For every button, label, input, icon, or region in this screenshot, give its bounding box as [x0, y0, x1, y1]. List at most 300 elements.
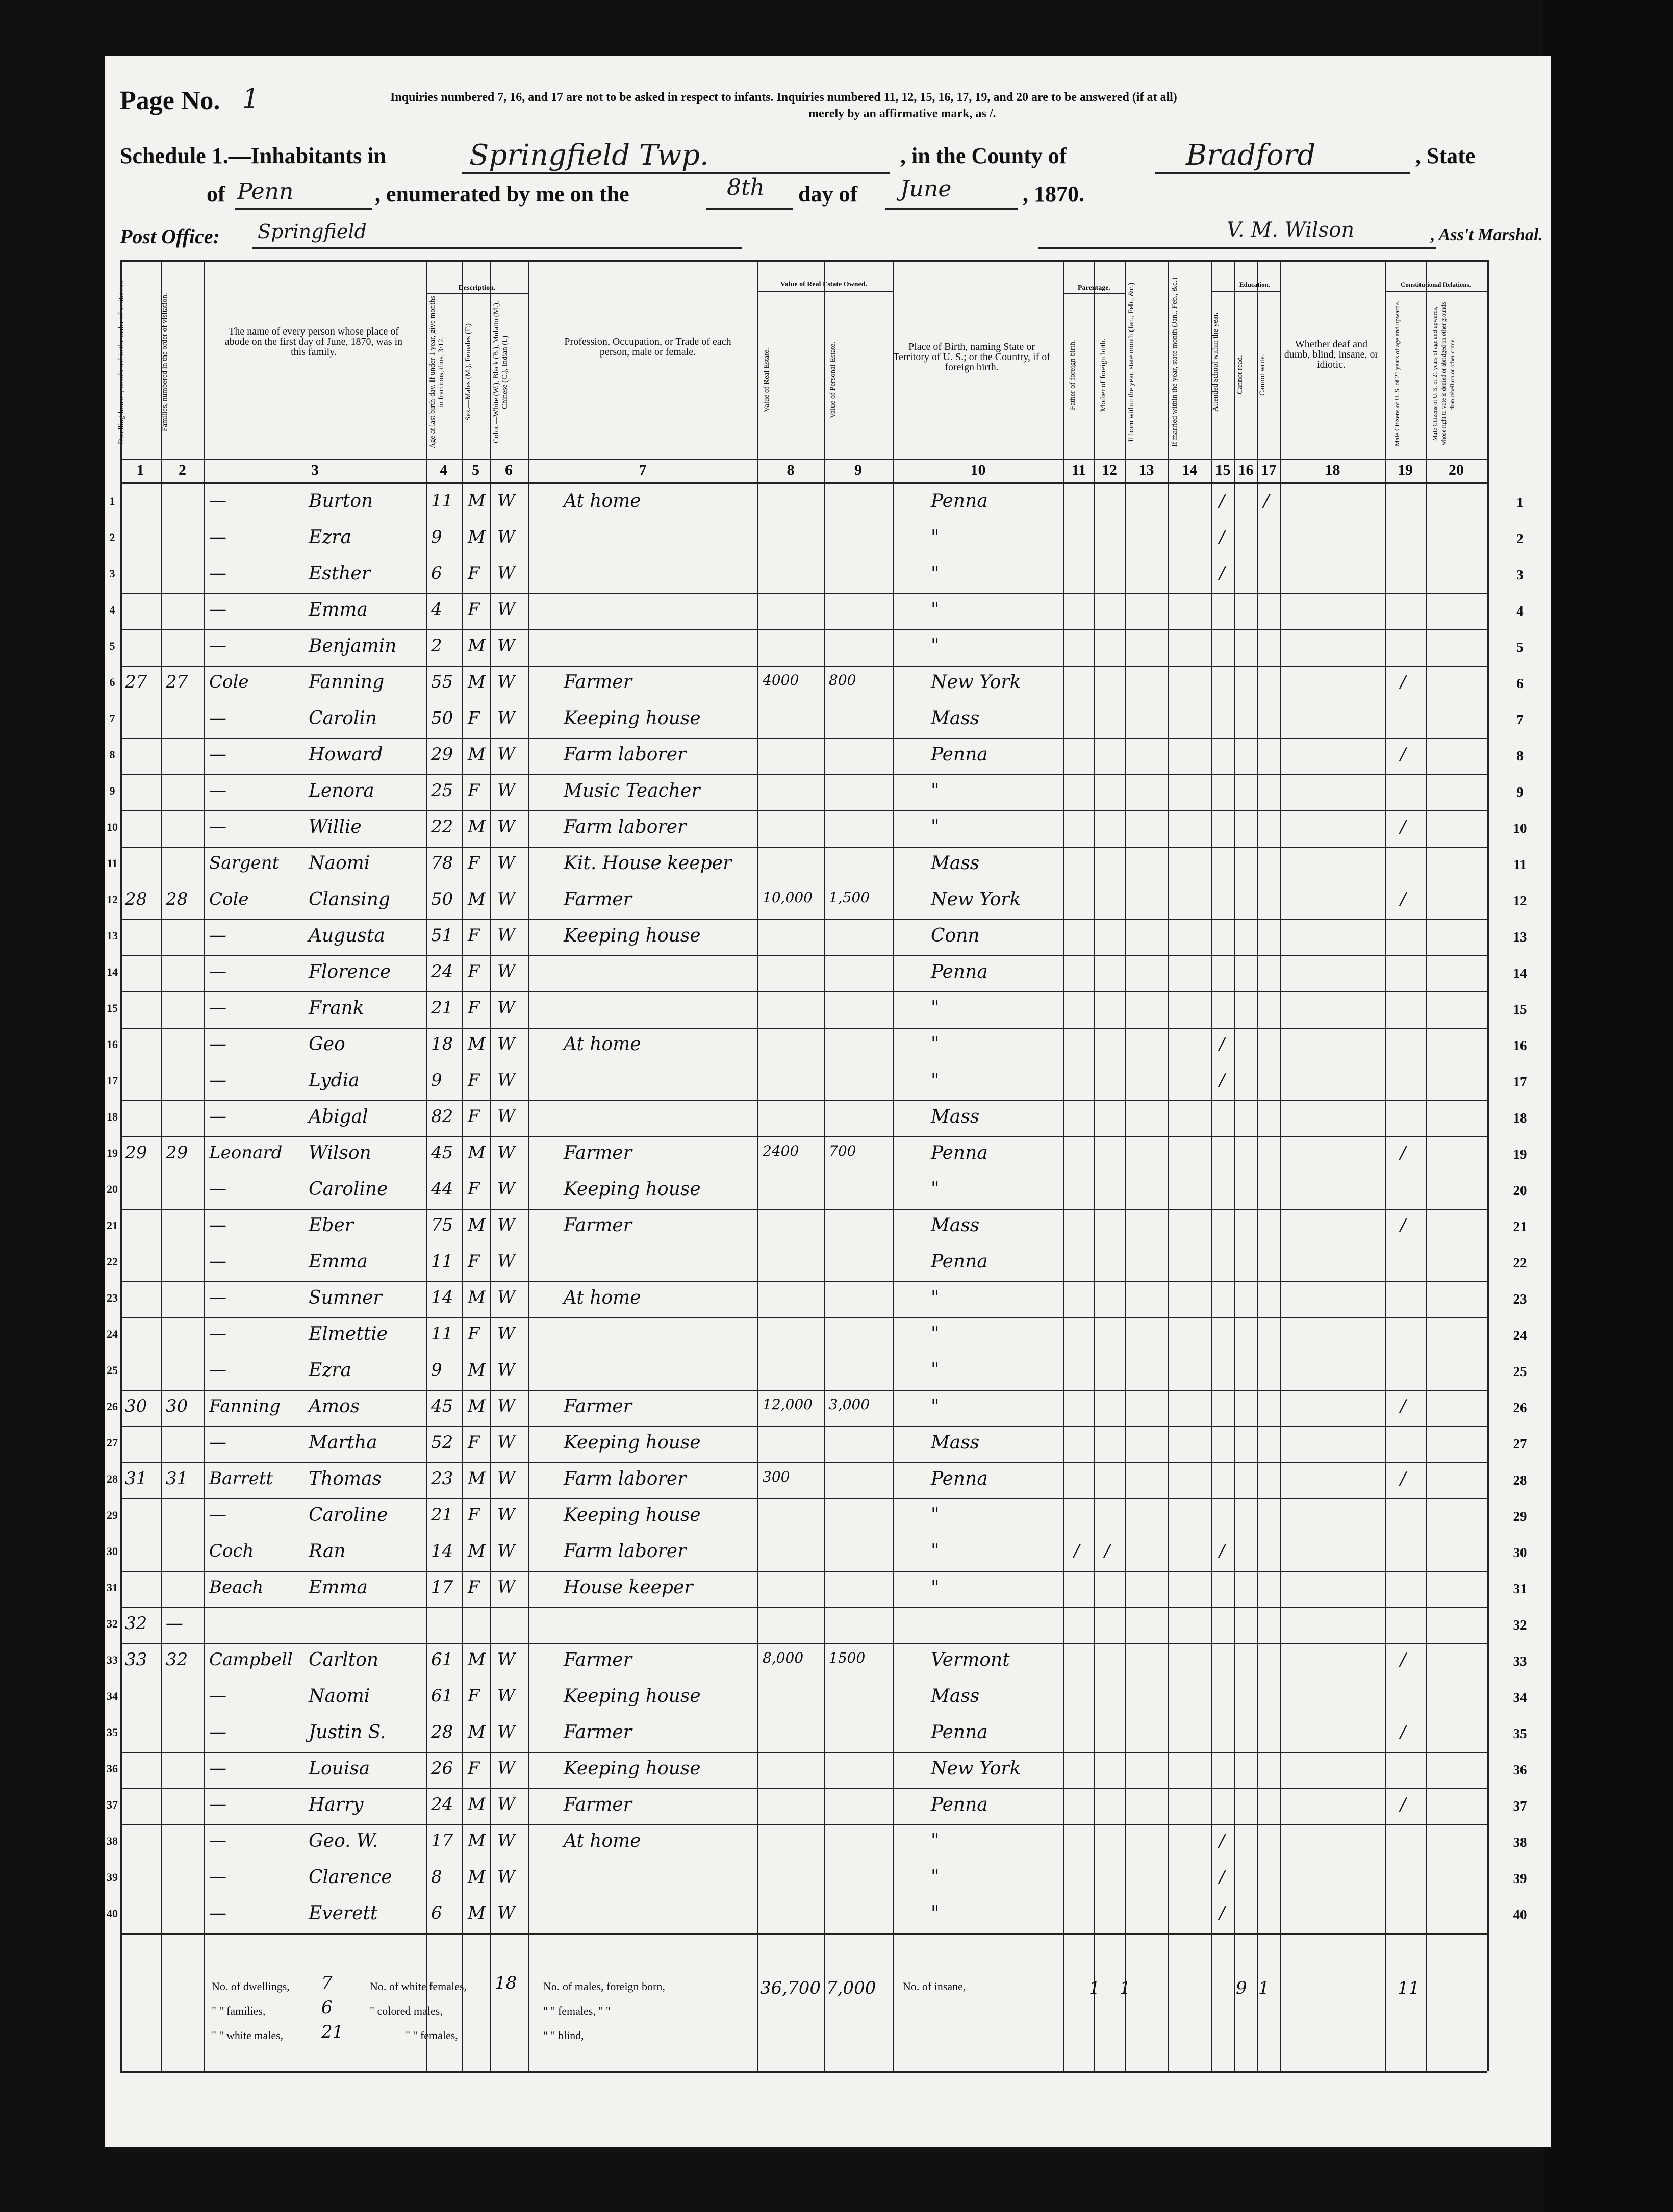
notice-line-2: merely by an affirmative mark, as /. [808, 107, 996, 120]
month-value: June [900, 176, 952, 202]
surname: — [209, 744, 226, 765]
surname: — [209, 563, 226, 583]
birthplace: Penna [931, 491, 988, 512]
col-2-header: Families, numbered in the order of visitation. [161, 293, 169, 431]
white-females-count: 18 [495, 1973, 517, 1993]
column-number: 16 [1238, 462, 1254, 478]
occupation: Farmer [564, 1649, 632, 1670]
surname: Fanning [209, 1396, 281, 1416]
color: W [497, 1505, 515, 1525]
row-number-right: 32 [1513, 1617, 1527, 1633]
surname: — [209, 1867, 226, 1887]
birthplace: Mass [931, 1215, 980, 1236]
col-15-header: Attended school within the year. [1211, 312, 1220, 412]
citizen-mark: / [1400, 1794, 1406, 1815]
column-number: 20 [1449, 462, 1464, 478]
row-number-right: 28 [1513, 1472, 1527, 1488]
white-males-label: " " white males, [212, 2029, 284, 2042]
birthplace: Conn [931, 925, 980, 946]
birthplace: Mass [931, 1432, 980, 1453]
row-number-left: 13 [107, 929, 118, 942]
col-8-header: Value of Real Estate. [763, 348, 771, 412]
age: 14 [431, 1287, 453, 1308]
color: W [497, 1251, 515, 1272]
citizen-mark: / [1400, 889, 1406, 909]
color: W [497, 563, 515, 583]
given-name: Howard [309, 744, 383, 765]
occupation: At home [564, 1034, 641, 1055]
column-number: 11 [1071, 462, 1086, 478]
row-number-right: 11 [1513, 857, 1527, 872]
education-header: Education. [1239, 281, 1271, 288]
given-name: Augusta [309, 925, 385, 946]
age: 23 [431, 1468, 453, 1489]
occupation: Kit. House keeper [564, 853, 732, 874]
column-number: 9 [854, 462, 862, 478]
row-number-left: 18 [107, 1110, 118, 1123]
column-number: 19 [1398, 462, 1413, 478]
birthplace: " [931, 1867, 940, 1888]
sex: F [468, 1070, 480, 1090]
row-number-right: 24 [1513, 1328, 1527, 1343]
township-value: Springfield Twp. [469, 139, 709, 172]
sex: M [468, 1541, 486, 1561]
given-name: Florence [309, 961, 391, 982]
birthplace: Mass [931, 708, 980, 729]
row-number-left: 15 [107, 1002, 118, 1014]
personal-estate-value: 800 [829, 672, 856, 689]
school-mark: / [1219, 1830, 1225, 1851]
age: 82 [431, 1106, 453, 1127]
row-number-right: 38 [1513, 1835, 1527, 1850]
given-name: Abigal [309, 1106, 368, 1127]
given-name: Willie [309, 817, 362, 837]
col-9-header: Value of Personal Estate. [829, 342, 837, 418]
row-number-right: 15 [1513, 1002, 1527, 1017]
birthplace: Penna [931, 744, 988, 765]
occupation: At home [564, 1287, 641, 1308]
col-6-header: Color.—White (W.), Black (B.), Mulatto (M.), Chinese (C.), Indian (I.) [492, 301, 509, 444]
occupation: Farmer [564, 1142, 632, 1163]
family-number: 28 [166, 889, 188, 909]
parentage-header: Parentage. [1078, 284, 1110, 292]
surname: Leonard [209, 1142, 283, 1163]
col-14-header: If married within the year, state month (Jan., Feb., &c.) [1171, 277, 1179, 447]
row-number-left: 37 [107, 1798, 118, 1811]
color: W [497, 1324, 515, 1344]
given-name: Thomas [309, 1468, 382, 1489]
age: 45 [431, 1396, 453, 1416]
row-number-left: 4 [109, 603, 115, 616]
surname: — [209, 635, 226, 656]
dwelling-number: 31 [125, 1468, 147, 1489]
age: 50 [431, 889, 453, 909]
row-number-left: 33 [107, 1654, 118, 1666]
family-number: 32 [166, 1649, 188, 1670]
family-number: 27 [166, 672, 188, 692]
sex: M [468, 491, 486, 511]
row-number-left: 6 [109, 676, 115, 689]
birthplace: Penna [931, 1722, 988, 1743]
females-foreign-label: " " females, " " [543, 2004, 611, 2017]
row-number-left: 22 [107, 1255, 118, 1268]
given-name: Frank [309, 998, 364, 1019]
color: W [497, 889, 515, 909]
col-16-header: Cannot read. [1236, 355, 1244, 395]
sex: F [468, 1324, 480, 1344]
color: W [497, 1287, 515, 1308]
row-number-right: 35 [1513, 1726, 1527, 1741]
row-number-right: 2 [1516, 531, 1524, 546]
occupation: Farm laborer [564, 744, 687, 765]
birthplace: Mass [931, 853, 980, 874]
given-name: Benjamin [309, 635, 397, 656]
day-value: 8th [727, 174, 765, 200]
color: W [497, 672, 515, 692]
surname: — [209, 998, 226, 1018]
sex: F [468, 853, 480, 873]
birthplace: New York [931, 672, 1021, 693]
surname: — [209, 1287, 226, 1308]
sex: F [468, 1106, 480, 1127]
row-number-left: 28 [107, 1472, 118, 1485]
column-number: 15 [1215, 462, 1231, 478]
sex: F [468, 961, 480, 982]
given-name: Lydia [309, 1070, 360, 1091]
birthplace: " [931, 998, 940, 1019]
sex: F [468, 780, 480, 801]
birthplace: Penna [931, 1794, 988, 1815]
given-name: Caroline [309, 1505, 388, 1525]
row-number-left: 9 [109, 784, 115, 797]
row-number-left: 7 [109, 712, 115, 725]
family-number: 30 [166, 1396, 188, 1416]
age: 11 [431, 1251, 453, 1272]
sex: M [468, 744, 486, 765]
age: 44 [431, 1179, 453, 1199]
row-number-left: 23 [107, 1291, 118, 1304]
family-number: 29 [166, 1142, 188, 1163]
color: W [497, 491, 515, 511]
color: W [497, 1722, 515, 1742]
given-name: Emma [309, 599, 368, 620]
surname: — [209, 1251, 226, 1272]
marshal-label: , Ass't Marshal. [1431, 225, 1543, 244]
color: W [497, 635, 515, 656]
row-number-right: 22 [1513, 1255, 1527, 1270]
total-cannot-read: 1 [1258, 1978, 1270, 1998]
column-number: 18 [1325, 462, 1340, 478]
enumerated-label: , enumerated by me on the [375, 182, 629, 207]
birthplace: " [931, 1360, 940, 1381]
families-count: 6 [321, 1997, 333, 2018]
column-number: 17 [1261, 462, 1277, 478]
schedule-label: Schedule 1.—Inhabitants in [120, 143, 387, 168]
given-name: Wilson [309, 1142, 371, 1163]
total-foreign-mothers: 1 [1120, 1978, 1131, 1998]
birthplace: Penna [931, 1468, 988, 1489]
given-name: Emma [309, 1251, 368, 1272]
citizen-mark: / [1400, 1215, 1406, 1235]
color: W [497, 744, 515, 765]
birthplace: " [931, 1541, 940, 1562]
col-20-header: Male Citizens of U. S. of 21 years of age and upwards, whose right to vote is denied or abridged on other grounds than rebellion or other crime. [1431, 302, 1456, 445]
state-label: , State [1415, 143, 1476, 168]
color: W [497, 599, 515, 620]
color: W [497, 1106, 515, 1127]
birthplace: Vermont [931, 1649, 1010, 1670]
real-estate-value: 10,000 [763, 889, 813, 906]
birthplace: Mass [931, 1686, 980, 1707]
occupation: Music Teacher [564, 780, 700, 801]
birthplace: " [931, 1179, 940, 1200]
color: W [497, 1830, 515, 1851]
row-number-right: 8 [1516, 748, 1524, 764]
color: W [497, 1142, 515, 1163]
row-number-left: 25 [107, 1364, 118, 1377]
row-number-left: 12 [107, 893, 118, 906]
citizen-mark: / [1400, 672, 1406, 692]
day-of-label: day of [798, 182, 858, 207]
given-name: Louisa [309, 1758, 370, 1779]
post-office-label: Post Office: [120, 225, 220, 248]
sex: M [468, 1830, 486, 1851]
color: W [497, 1432, 515, 1453]
sex: F [468, 1251, 480, 1272]
surname: — [209, 1722, 226, 1742]
sex: M [468, 1468, 486, 1489]
occupation: At home [564, 491, 641, 512]
white-males-count: 21 [321, 2022, 344, 2042]
given-name: Justin S. [309, 1722, 386, 1743]
white-females-label: No. of white females, [370, 1980, 467, 1993]
color: W [497, 1468, 515, 1489]
color: W [497, 998, 515, 1018]
personal-estate-value: 3,000 [829, 1396, 870, 1413]
surname: Coch [209, 1541, 254, 1561]
surname: — [209, 925, 226, 946]
given-name: Elmettie [309, 1324, 388, 1344]
personal-estate-value: 700 [829, 1142, 856, 1159]
row-number-right: 13 [1513, 929, 1527, 945]
citizen-mark: / [1400, 744, 1406, 765]
column-number: 2 [179, 462, 186, 478]
color: W [497, 1034, 515, 1054]
surname: Campbell [209, 1649, 293, 1670]
citizen-mark: / [1400, 1142, 1406, 1163]
dwelling-number: 30 [125, 1396, 147, 1416]
occupation: Farmer [564, 672, 632, 693]
birthplace: " [931, 599, 940, 620]
mother-foreign-mark: / [1104, 1541, 1110, 1561]
notice-line-1: Inquiries numbered 7, 16, and 17 are not to be asked in respect to infants. Inquiries numbered 11, 12, 15, 16, 17, 19, and 20 are to be answered (if at all) [390, 91, 1177, 104]
father-foreign-mark: / [1074, 1541, 1080, 1561]
given-name: Ran [309, 1541, 346, 1562]
birthplace: " [931, 563, 940, 584]
total-personal-estate: 7,000 [826, 1978, 876, 1998]
sex: F [468, 563, 480, 583]
occupation: Keeping house [564, 1432, 701, 1453]
total-foreign-fathers: 1 [1089, 1978, 1100, 1998]
sex: M [468, 527, 486, 547]
surname: — [209, 599, 226, 620]
surname: — [209, 1903, 226, 1923]
birthplace: " [931, 1505, 940, 1525]
given-name: Sumner [309, 1287, 382, 1308]
row-number-right: 6 [1516, 676, 1524, 691]
sex: F [468, 925, 480, 946]
birthplace: " [931, 1324, 940, 1344]
col-3-header: The name of every person whose place of abode on the first day of June, 1870, was in this family. [224, 326, 403, 358]
post-office-value: Springfield [258, 220, 367, 243]
row-number-right: 12 [1513, 893, 1527, 908]
column-number: 5 [472, 462, 479, 478]
total-real-estate: 36,700 [760, 1978, 821, 1998]
row-number-right: 39 [1513, 1871, 1527, 1886]
scan-border-right [1543, 0, 1673, 2212]
age: 11 [431, 1324, 453, 1344]
color: W [497, 1179, 515, 1199]
sex: M [468, 672, 486, 692]
surname: — [209, 1106, 226, 1127]
family-number: 31 [166, 1468, 188, 1489]
color: W [497, 1360, 515, 1380]
col-4-header: Age at last birth-day. If under 1 year, give months in fractions, thus, 3/12. [428, 296, 445, 449]
row-number-left: 34 [107, 1690, 118, 1702]
row-number-right: 7 [1516, 712, 1524, 727]
given-name: Everett [309, 1903, 378, 1924]
col-13-header: If born within the year, state month (Jan., Feb., &c.) [1127, 282, 1135, 442]
age: 9 [431, 1070, 442, 1090]
school-mark: / [1219, 1541, 1225, 1561]
surname: — [209, 1505, 226, 1525]
age: 28 [431, 1722, 453, 1742]
sex: M [468, 635, 486, 656]
school-mark: / [1219, 527, 1225, 547]
column-number: 3 [311, 462, 319, 478]
total-citizens: 11 [1398, 1978, 1420, 1998]
age: 17 [431, 1830, 453, 1851]
sex: F [468, 1179, 480, 1199]
citizen-mark: / [1400, 1649, 1406, 1670]
column-number: 4 [440, 462, 448, 478]
sex: M [468, 1215, 486, 1235]
surname: — [209, 527, 226, 547]
occupation: Keeping house [564, 1686, 701, 1707]
row-number-right: 34 [1513, 1690, 1527, 1705]
row-number-right: 5 [1516, 640, 1524, 655]
age: 55 [431, 672, 453, 692]
citizen-mark: / [1400, 1468, 1406, 1489]
surname: — [209, 1215, 226, 1235]
personal-estate-value: 1500 [829, 1649, 866, 1666]
occupation: Farmer [564, 1794, 632, 1815]
school-mark: / [1219, 563, 1225, 583]
birthplace: New York [931, 889, 1021, 910]
surname: — [209, 1432, 226, 1453]
age: 21 [431, 1505, 453, 1525]
of-label: of [207, 182, 225, 207]
given-name: Harry [309, 1794, 364, 1815]
county-value: Bradford [1186, 139, 1316, 172]
given-name: Naomi [309, 853, 370, 874]
age: 11 [431, 491, 453, 511]
age: 4 [431, 599, 442, 620]
row-number-right: 36 [1513, 1762, 1527, 1777]
citizen-mark: / [1400, 817, 1406, 837]
given-name: Emma [309, 1577, 368, 1598]
blind-label: " " blind, [543, 2029, 584, 2042]
row-number-left: 29 [107, 1509, 118, 1521]
color: W [497, 1215, 515, 1235]
birthplace: Penna [931, 961, 988, 982]
row-number-right: 37 [1513, 1798, 1527, 1814]
families-label: " " families, [212, 2004, 266, 2017]
surname: — [209, 1360, 226, 1380]
color: W [497, 1686, 515, 1706]
dwelling-number: 29 [125, 1142, 147, 1163]
occupation: Farmer [564, 889, 632, 910]
row-number-right: 16 [1513, 1038, 1527, 1053]
row-number-left: 35 [107, 1726, 118, 1739]
row-number-left: 14 [107, 965, 118, 978]
dwellings-count: 7 [321, 1973, 333, 1993]
sex: M [468, 1360, 486, 1380]
row-number-right: 30 [1513, 1545, 1527, 1560]
col-18-header: Whether deaf and dumb, blind, insane, or idiotic. [1284, 339, 1379, 370]
personal-estate-value: 1,500 [829, 889, 870, 906]
color: W [497, 817, 515, 837]
row-number-right: 31 [1513, 1581, 1527, 1596]
year-label: , 1870. [1023, 182, 1084, 207]
dwelling-number: 28 [125, 889, 147, 909]
row-number-left: 38 [107, 1835, 118, 1847]
given-name: Burton [309, 491, 373, 512]
sex: M [468, 1722, 486, 1742]
color: W [497, 1794, 515, 1815]
row-number-left: 40 [107, 1907, 118, 1920]
real-estate-value: 12,000 [763, 1396, 813, 1413]
row-number-left: 8 [109, 748, 115, 761]
age: 61 [431, 1686, 453, 1706]
row-number-left: 1 [109, 495, 115, 507]
given-name: Carolin [309, 708, 377, 729]
surname: — [209, 1830, 226, 1851]
page-number: 1 [242, 84, 260, 114]
row-number-right: 18 [1513, 1110, 1527, 1126]
birthplace: " [931, 1287, 940, 1308]
surname: Barrett [209, 1468, 273, 1489]
col-11-header: Father of foreign birth. [1069, 340, 1077, 410]
occupation: At home [564, 1830, 641, 1851]
occupation: Keeping house [564, 1758, 701, 1779]
row-number-right: 1 [1516, 495, 1524, 510]
surname: — [209, 491, 226, 511]
column-number: 1 [136, 462, 144, 478]
surname: — [209, 780, 226, 801]
sex: M [468, 1034, 486, 1054]
row-number-left: 5 [109, 640, 115, 652]
col-7-header: Profession, Occupation, or Trade of each person, male or female. [564, 336, 731, 358]
sex: F [468, 1758, 480, 1778]
row-number-left: 30 [107, 1545, 118, 1558]
row-number-right: 23 [1513, 1291, 1527, 1307]
school-mark: / [1219, 1070, 1225, 1090]
row-number-left: 19 [107, 1147, 118, 1159]
given-name: Esther [309, 563, 370, 584]
occupation: Keeping house [564, 1505, 701, 1525]
sex: F [468, 1686, 480, 1706]
